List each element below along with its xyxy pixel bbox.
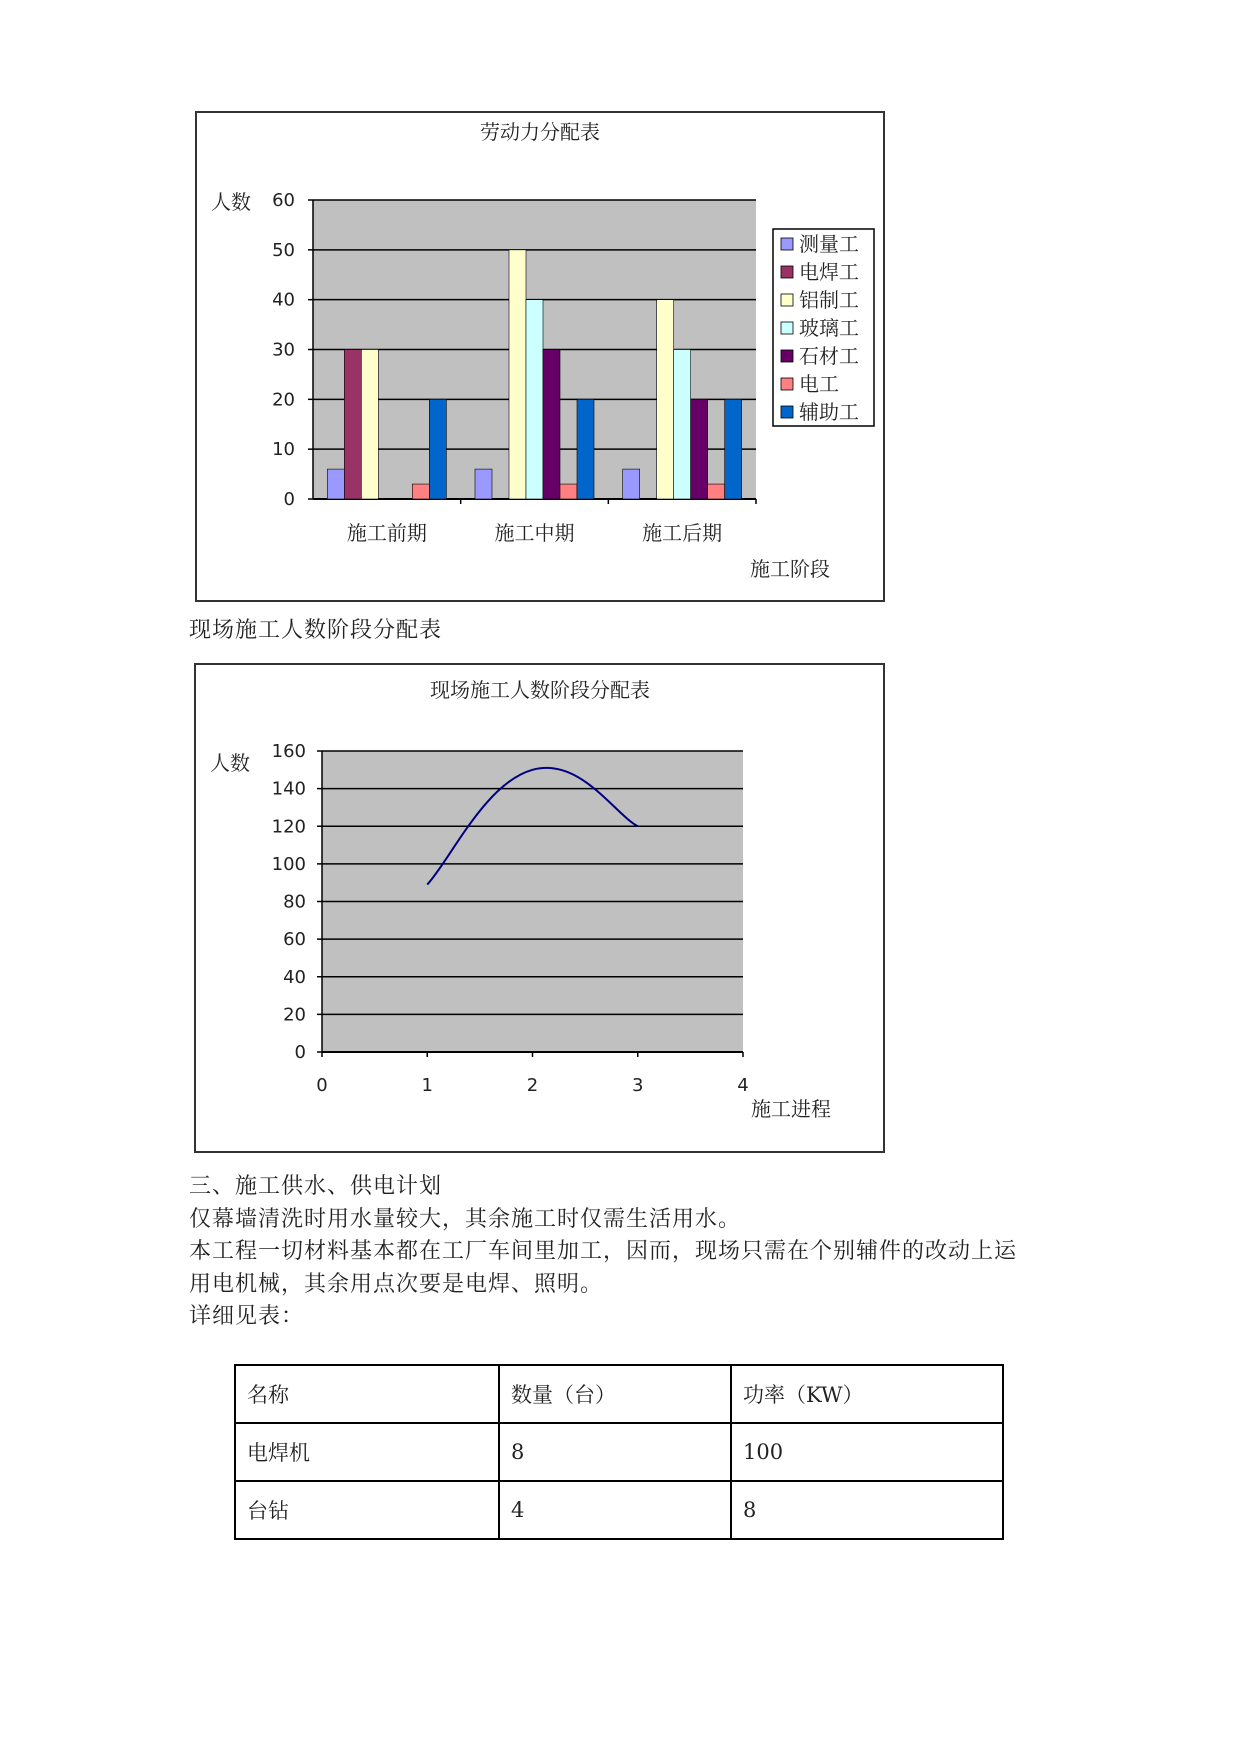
x-tick-label: 4 bbox=[737, 1075, 749, 1096]
x-axis-label: 施工进程 bbox=[751, 1097, 831, 1121]
section-heading: 三、施工供水、供电计划 bbox=[189, 1174, 443, 1199]
y-tick-label: 160 bbox=[271, 741, 306, 762]
labor-distribution-chart bbox=[195, 111, 885, 602]
x-tick-label: 2 bbox=[526, 1075, 539, 1096]
legend-label: 铝制工 bbox=[799, 288, 859, 312]
bar bbox=[560, 484, 577, 499]
y-tick-label: 60 bbox=[272, 190, 295, 211]
y-tick-label: 0 bbox=[283, 489, 295, 510]
bar bbox=[543, 350, 560, 500]
legend-swatch bbox=[781, 322, 793, 334]
table-cell: 8 bbox=[499, 1423, 731, 1481]
bar bbox=[526, 300, 543, 499]
y-tick-label: 20 bbox=[283, 1004, 306, 1026]
bar bbox=[708, 484, 725, 499]
x-tick-label: 施工中期 bbox=[494, 521, 575, 545]
legend-swatch bbox=[781, 294, 793, 306]
bar bbox=[412, 484, 429, 499]
y-tick-label: 60 bbox=[283, 929, 306, 951]
y-tick-label: 0 bbox=[294, 1042, 306, 1063]
legend-label: 石材工 bbox=[799, 344, 859, 368]
legend-label: 玻璃工 bbox=[799, 316, 859, 340]
y-tick-label: 40 bbox=[283, 966, 306, 988]
legend-label: 电焊工 bbox=[799, 260, 859, 284]
y-tick-label: 100 bbox=[271, 853, 306, 875]
legend-swatch bbox=[781, 378, 793, 390]
x-tick-label: 0 bbox=[316, 1075, 328, 1096]
y-tick-label: 140 bbox=[271, 778, 306, 800]
table-row bbox=[235, 1423, 1003, 1481]
bar bbox=[429, 399, 446, 499]
x-tick-label: 施工前期 bbox=[346, 521, 427, 545]
chart-title: 劳动力分配表 bbox=[480, 120, 600, 144]
chart-caption: 现场施工人数阶段分配表 bbox=[189, 618, 443, 643]
bar bbox=[344, 350, 361, 500]
paragraph-4: 详细见表： bbox=[189, 1304, 305, 1329]
bar bbox=[577, 399, 594, 499]
y-tick-label: 80 bbox=[283, 891, 306, 913]
table-header-cell: 名称 bbox=[235, 1365, 499, 1423]
bar bbox=[691, 399, 708, 499]
bar bbox=[361, 350, 378, 500]
y-axis-label: 人数 bbox=[210, 751, 250, 775]
x-tick-label: 3 bbox=[632, 1075, 644, 1096]
chart-title: 现场施工人数阶段分配表 bbox=[430, 678, 650, 702]
section-text bbox=[189, 1171, 1017, 1334]
y-tick-label: 10 bbox=[272, 439, 295, 461]
y-tick-label: 50 bbox=[272, 239, 295, 261]
table-header-row bbox=[235, 1365, 1003, 1423]
legend-label: 测量工 bbox=[799, 232, 859, 256]
site-workforce-chart bbox=[194, 663, 885, 1153]
site-workforce-chart-svg bbox=[196, 665, 883, 1151]
paragraph-2: 本工程一切材料基本都在工厂车间里加工，因而，现场只需在个别辅件的改动上运 bbox=[189, 1239, 1018, 1264]
bar bbox=[509, 250, 526, 499]
y-axis-label: 人数 bbox=[211, 190, 251, 214]
legend-swatch bbox=[781, 266, 793, 278]
y-tick-label: 120 bbox=[271, 816, 306, 838]
legend-label: 辅助工 bbox=[799, 400, 859, 424]
table-cell: 100 bbox=[731, 1423, 1003, 1481]
bar bbox=[475, 469, 492, 499]
bar bbox=[657, 300, 674, 499]
x-tick-label: 施工后期 bbox=[642, 521, 723, 545]
labor-distribution-chart-svg bbox=[197, 113, 883, 600]
bar bbox=[623, 469, 640, 499]
table-cell: 4 bbox=[499, 1481, 731, 1539]
y-tick-label: 20 bbox=[272, 389, 295, 411]
y-tick-label: 40 bbox=[272, 289, 295, 311]
table-cell: 电焊机 bbox=[235, 1423, 499, 1481]
bar bbox=[674, 350, 691, 500]
bar bbox=[725, 399, 742, 499]
x-axis-label: 施工阶段 bbox=[750, 557, 830, 581]
paragraph-3: 用电机械，其余用点次要是电焊、照明。 bbox=[189, 1271, 604, 1297]
table-cell: 台钻 bbox=[235, 1481, 499, 1539]
legend-label: 电工 bbox=[799, 372, 839, 396]
legend-swatch bbox=[781, 406, 793, 418]
legend-swatch bbox=[781, 350, 793, 362]
table-header-cell: 功率（KW） bbox=[731, 1365, 1003, 1423]
y-tick-label: 30 bbox=[272, 339, 295, 361]
x-tick-label: 1 bbox=[421, 1075, 433, 1096]
equipment-table bbox=[234, 1364, 1004, 1540]
paragraph-1: 仅幕墙清洗时用水量较大，其余施工时仅需生活用水。 bbox=[189, 1206, 742, 1232]
table-row bbox=[235, 1481, 1003, 1539]
table-header-cell: 数量（台） bbox=[499, 1365, 731, 1423]
table-cell: 8 bbox=[731, 1481, 1003, 1539]
bar bbox=[327, 469, 344, 499]
legend-swatch bbox=[781, 238, 793, 250]
